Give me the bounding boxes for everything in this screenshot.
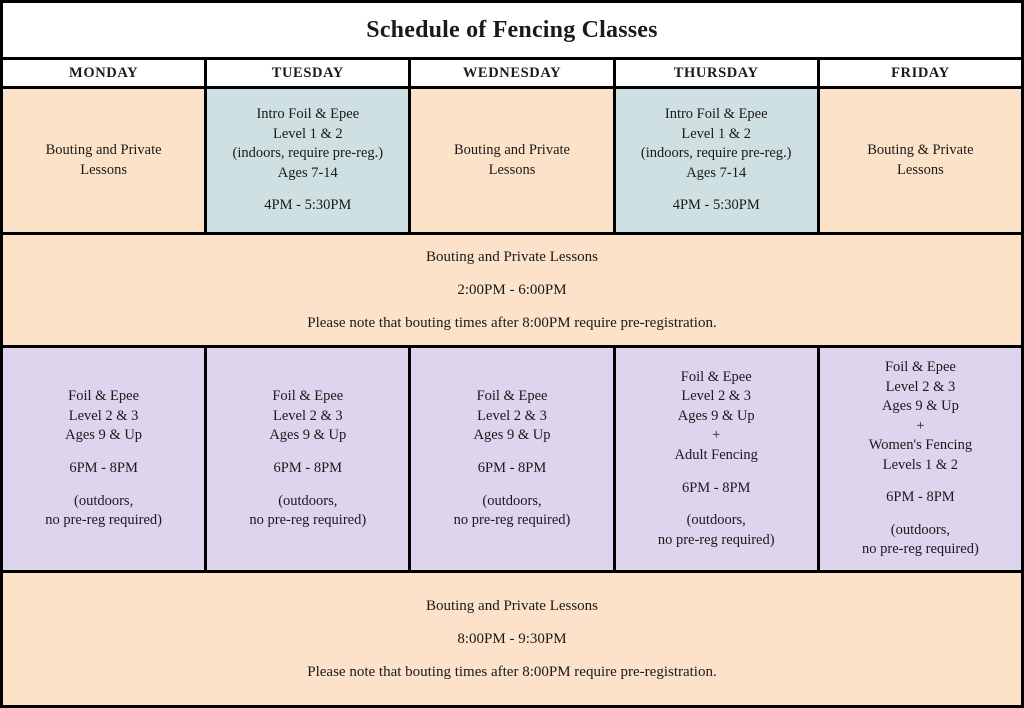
afternoon-bouting-band-row: [3, 235, 1021, 348]
class-extra: +: [712, 427, 721, 444]
day-header-monday: MONDAY: [3, 60, 207, 86]
class-time: 6PM - 8PM: [273, 460, 343, 476]
afternoon-cell-thursday: [616, 89, 820, 232]
evening-cell-tuesday: [207, 348, 411, 570]
class-line: Ages 9 & Up: [65, 427, 143, 444]
class-time: 6PM - 8PM: [69, 460, 138, 476]
band-title: Bouting and Private Lessons: [425, 597, 599, 614]
class-line: Bouting and Private: [454, 141, 570, 158]
class-note: no pre-reg required): [657, 531, 775, 548]
class-line: Level 1 & 2: [681, 125, 752, 142]
class-line: Lessons: [897, 161, 944, 178]
class-line: Intro Foil & Epee: [664, 106, 768, 123]
class-note: (outdoors,: [278, 492, 338, 509]
class-extra: +: [916, 417, 925, 434]
class-note: no pre-reg required): [862, 541, 979, 558]
day-header-friday: FRIDAY: [891, 64, 950, 81]
class-note: (outdoors,: [686, 512, 746, 529]
class-line: Ages 9 & Up: [269, 427, 347, 444]
day-header-row: [3, 60, 1021, 89]
day-header-wednesday: WEDNESDAY: [411, 60, 615, 86]
class-line: Level 2 & 3: [68, 407, 139, 424]
title-row: [3, 3, 1021, 60]
afternoon-cell-wednesday: [411, 89, 615, 232]
class-line: Level 2 & 3: [885, 378, 956, 395]
class-time: 4PM - 5:30PM: [264, 197, 352, 214]
evening-cell-friday: [820, 348, 1021, 570]
class-line: Level 2 & 3: [681, 388, 752, 405]
evening-cell-monday: [3, 348, 207, 570]
page-title: Schedule of Fencing Classes: [366, 16, 658, 43]
class-time: 6PM - 8PM: [886, 489, 955, 506]
band-time: 2:00PM - 6:00PM: [457, 281, 567, 298]
class-line: Foil & Epee: [680, 368, 752, 385]
afternoon-row: [3, 89, 1021, 235]
class-line: Ages 9 & Up: [881, 398, 959, 415]
evening-cell-thursday: [616, 348, 820, 570]
afternoon-cell-tuesday: [207, 89, 411, 232]
class-line: (indoors, require pre-reg.): [640, 145, 792, 162]
evening-bouting-band: [3, 573, 1021, 705]
class-line: Foil & Epee: [68, 388, 140, 405]
evening-bouting-band-row: [3, 573, 1021, 705]
class-line: Ages 9 & Up: [677, 407, 755, 424]
day-header-thursday: THURSDAY: [616, 60, 820, 86]
class-note: no pre-reg required): [45, 512, 162, 529]
class-line: Level 1 & 2: [272, 125, 343, 142]
class-note: no pre-reg required): [453, 512, 571, 529]
class-note: (outdoors,: [482, 492, 542, 509]
class-line: Intro Foil & Epee: [256, 106, 360, 123]
class-line: Level 2 & 3: [272, 407, 343, 424]
day-header-tuesday: TUESDAY: [207, 60, 411, 86]
band-note: Please note that bouting times after 8:00PM require pre-registration.: [307, 663, 717, 680]
class-extra: Women's Fencing: [868, 437, 973, 454]
afternoon-cell-friday: [820, 89, 1021, 232]
class-line: Lessons: [80, 161, 127, 178]
class-line: Ages 7-14: [277, 164, 338, 181]
class-line: Ages 7-14: [686, 164, 747, 181]
class-line: Bouting & Private: [867, 141, 974, 158]
class-line: Foil & Epee: [272, 388, 344, 405]
class-line: Foil & Epee: [476, 388, 548, 405]
afternoon-cell-monday: [3, 89, 207, 232]
class-line: Foil & Epee: [884, 358, 956, 375]
class-line: Bouting and Private: [45, 141, 162, 158]
class-line: Level 2 & 3: [477, 407, 547, 424]
evening-cell-wednesday: [411, 348, 615, 570]
afternoon-bouting-band: [3, 235, 1021, 345]
class-time: 6PM - 8PM: [681, 479, 751, 496]
class-note: (outdoors,: [890, 521, 951, 538]
band-title: Bouting and Private Lessons: [425, 248, 599, 265]
class-time: 6PM - 8PM: [477, 460, 547, 476]
class-line: Ages 9 & Up: [473, 427, 551, 444]
class-extra: Levels 1 & 2: [882, 456, 959, 473]
band-time: 8:00PM - 9:30PM: [457, 630, 567, 647]
class-time: 4PM - 5:30PM: [672, 197, 760, 214]
class-extra: Adult Fencing: [674, 447, 758, 463]
class-note: (outdoors,: [73, 492, 134, 509]
class-line: (indoors, require pre-reg.): [232, 145, 384, 162]
evening-row: [3, 348, 1021, 573]
band-note: Please note that bouting times after 8:00PM require pre-registration.: [307, 314, 717, 331]
class-note: no pre-reg required): [249, 512, 367, 529]
class-line: Lessons: [488, 161, 536, 178]
